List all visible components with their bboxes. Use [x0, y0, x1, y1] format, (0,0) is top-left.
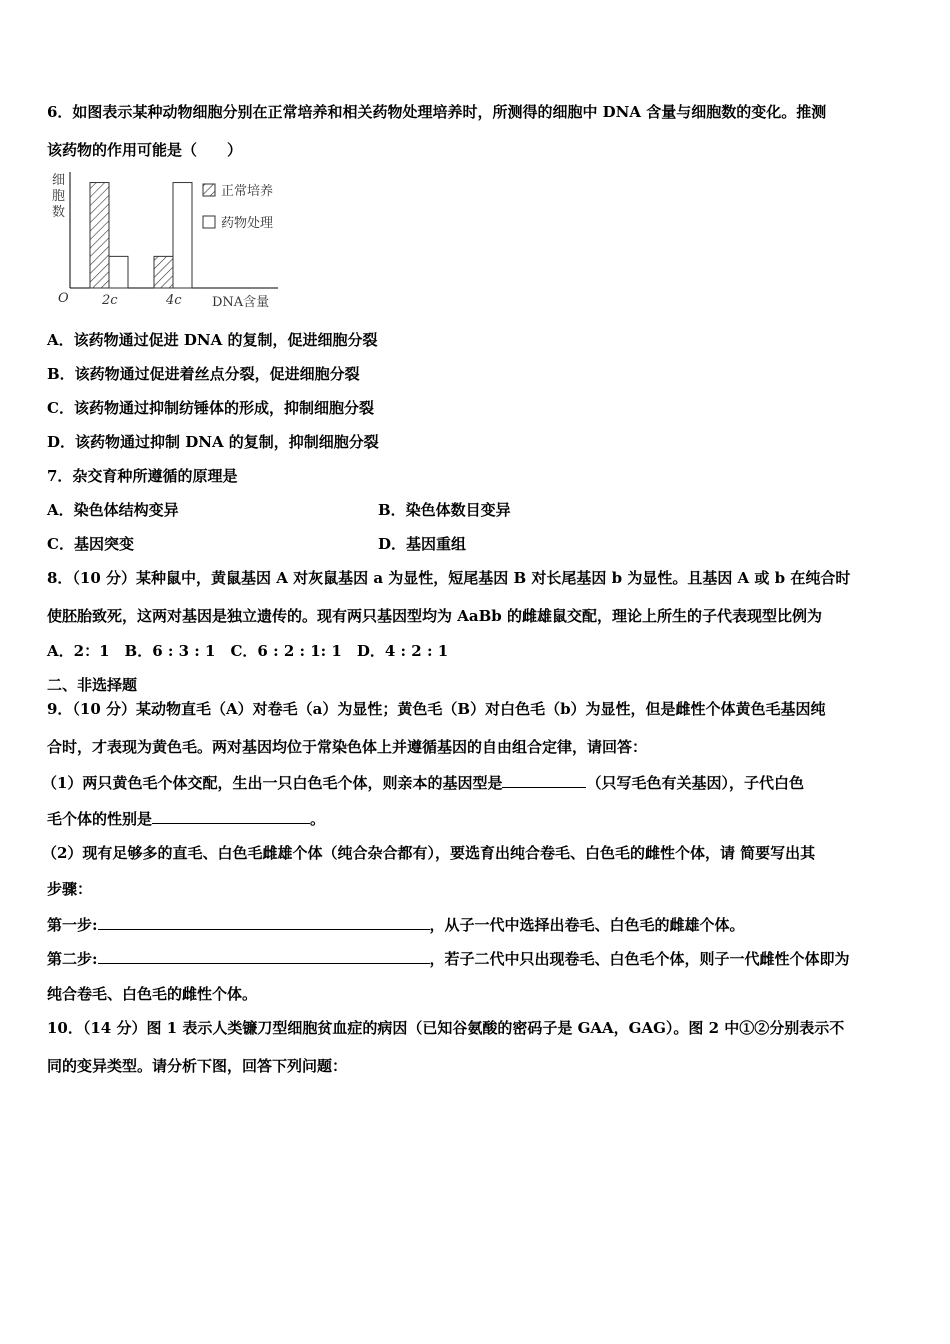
- q6-option-c: C．该药物通过抑制纺锤体的形成，抑制细胞分裂: [47, 399, 374, 417]
- x-tick-label-2c: 2c: [102, 293, 118, 308]
- step2-tail: ，若子二代中只出现卷毛、白色毛个体，则子一代雌性个体即为: [429, 950, 850, 968]
- x-tick-label-4c: 4c: [166, 293, 182, 308]
- y-axis-label-char: 胞: [52, 189, 66, 204]
- q10-stem-line1: 10．（14 分）图 1 表示人类镰刀型细胞贫血症的病因（已知谷氨酸的密码子是 GAA，GAG）。图 2 中①②分别表示不: [47, 1019, 845, 1037]
- q9-part1-text-a: （1）两只黄色毛个体交配，生出一只白色毛个体，则亲本的基因型是: [42, 774, 503, 792]
- q7-option-d: D．基因重组: [378, 535, 467, 553]
- step1-label: 第一步:: [47, 916, 98, 934]
- q7-option-a: A．染色体结构变异: [47, 501, 179, 519]
- bar-drug-4c: [173, 183, 192, 288]
- x-axis-label: DNA含量: [212, 295, 270, 310]
- q6-option-b: B．该药物通过促进着丝点分裂，促进细胞分裂: [47, 365, 360, 383]
- q9-part1-text-b: （只写毛色有关基因），子代白色: [586, 774, 804, 792]
- step1-tail: ，从子一代中选择出卷毛、白色毛的雌雄个体。: [429, 916, 745, 934]
- dna-content-bar-chart: [40, 162, 300, 312]
- q9-step2-line2: 纯合卷毛、白色毛的雌性个体。: [47, 985, 258, 1003]
- bar-drug-2c: [109, 256, 128, 288]
- origin-label: O: [58, 291, 69, 306]
- legend-label-0: 正常培养: [221, 184, 274, 199]
- q9-part1-line1: [42, 771, 804, 793]
- q9-part1-line2: [47, 807, 325, 829]
- q6-stem-line2: 该药物的作用可能是（ ）: [47, 141, 243, 159]
- legend-swatch-1: [203, 216, 215, 228]
- q7-option-b: B．染色体数目变异: [378, 501, 511, 519]
- y-axis-label-char: 数: [52, 205, 66, 220]
- section-heading: 二、非选择题: [47, 676, 138, 694]
- step2-label: 第二步:: [47, 950, 98, 968]
- answer-blank-step2: [98, 947, 430, 964]
- q9-stem-line2: 合时，才表现为黄色毛。两对基因均位于常染色体上并遵循基因的自由组合定律，请回答：: [47, 738, 648, 756]
- q8-options: A．2：1 B．6 : 3 : 1 C．6 : 2 : 1: 1 D．4 : 2 : 1: [47, 642, 449, 660]
- q10-stem-line2: 同的变异类型。请分析下图，回答下列问题：: [47, 1057, 348, 1075]
- answer-blank-genotype: [502, 771, 586, 788]
- y-axis-label-char: 细: [52, 173, 66, 188]
- q9-part1-text-c: 毛个体的性别是: [47, 810, 153, 828]
- q9-part1-text-d: 。: [310, 810, 326, 828]
- bar-normal-2c: [90, 183, 109, 288]
- legend-swatch-0: [203, 184, 215, 196]
- q6-option-d: D．该药物通过抑制 DNA 的复制，抑制细胞分裂: [47, 433, 379, 451]
- answer-blank-step1: [98, 913, 430, 930]
- q9-stem-line1: 9．（10 分）某动物直毛（A）对卷毛（a）为显性；黄色毛（B）对白色毛（b）为显性，但是雌性个体黄色毛基因纯: [47, 700, 826, 718]
- q9-part2-line2: 步骤：: [47, 880, 93, 898]
- q9-step1: [47, 913, 745, 935]
- q7-stem: 7．杂交育种所遵循的原理是: [47, 467, 238, 485]
- q7-option-c: C．基因突变: [47, 535, 134, 553]
- q8-stem-line1: 8．（10 分）某种鼠中，黄鼠基因 A 对灰鼠基因 a 为显性，短尾基因 B 对长尾基因 b 为显性。且基因 A 或 b 在纯合时: [47, 569, 851, 587]
- legend-label-1: 药物处理: [221, 216, 274, 231]
- q9-step2: [47, 947, 850, 969]
- q8-stem-line2: 使胚胎致死，这两对基因是独立遗传的。现有两只基因型均为 AaBb 的雌雄鼠交配，理论上所生的子代表现型比例为: [47, 607, 822, 625]
- q6-option-a: A．该药物通过促进 DNA 的复制，促进细胞分裂: [47, 331, 378, 349]
- answer-blank-sex: [152, 807, 310, 824]
- q9-part2-line1: （2）现有足够多的直毛、白色毛雌雄个体（纯合杂合都有），要选育出纯合卷毛、白色毛的雌性个体，请 简要写出其: [42, 844, 816, 862]
- bar-normal-4c: [154, 256, 173, 288]
- q6-stem-line1: 6．如图表示某种动物细胞分别在正常培养和相关药物处理培养时，所测得的细胞中 DNA 含量与细胞数的变化。推测: [47, 103, 827, 121]
